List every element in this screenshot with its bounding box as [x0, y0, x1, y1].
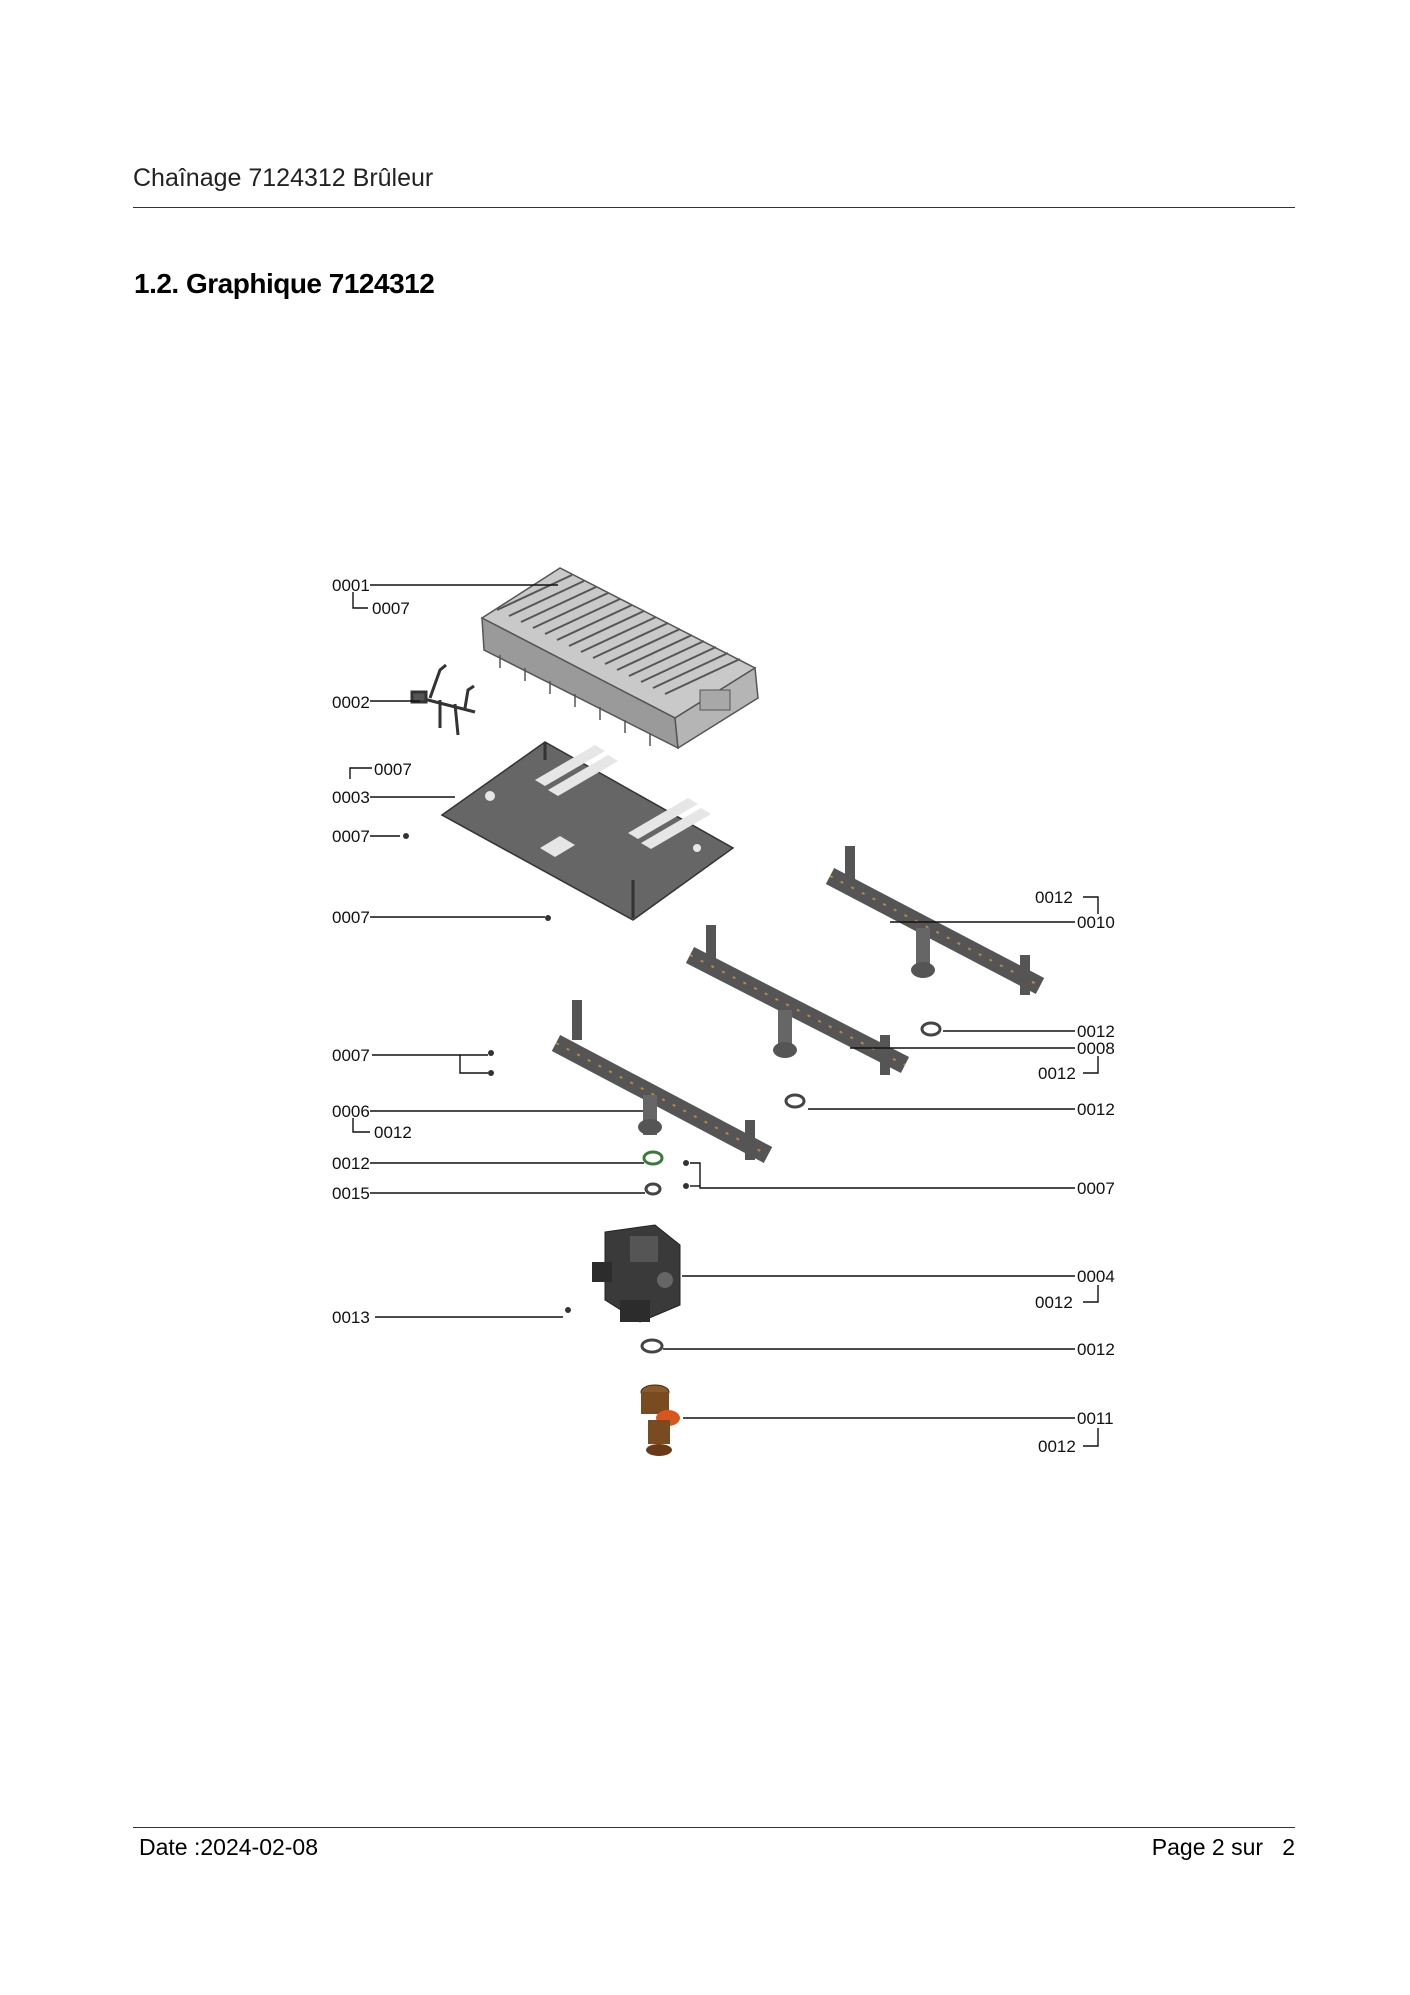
footer-divider	[133, 1827, 1295, 1828]
part-label: 0010	[1077, 913, 1115, 932]
base-plate-part	[442, 742, 733, 920]
part-label: 0012	[1077, 1340, 1115, 1359]
part-label: 0006	[332, 1102, 370, 1121]
part-label: 0007	[332, 827, 370, 846]
part-label: 0012	[374, 1123, 412, 1142]
part-label: 0007	[372, 599, 410, 618]
part-label: 0012	[1077, 1022, 1115, 1041]
burner-block-part	[482, 568, 758, 748]
part-label: 0002	[332, 693, 370, 712]
manifold-rail-0006	[556, 1000, 768, 1160]
footer-date: Date :2024-02-08	[139, 1834, 319, 1860]
part-label: 0007	[1077, 1179, 1115, 1198]
part-label: 0012	[1035, 888, 1073, 907]
page-prefix: Page 2 sur	[1151, 1834, 1264, 1860]
footer-page-number	[1152, 1834, 1295, 1861]
part-label: 0012	[1077, 1100, 1115, 1119]
part-label: 0012	[332, 1154, 370, 1173]
manifold-rail-0010	[830, 846, 1040, 995]
part-label: 0007	[374, 760, 412, 779]
part-label: 0008	[1077, 1039, 1115, 1058]
part-label: 0012	[1038, 1437, 1076, 1456]
part-label: 0013	[332, 1308, 370, 1327]
part-label: 0012	[1035, 1293, 1073, 1312]
part-label: 0015	[332, 1184, 370, 1203]
part-label: 0004	[1077, 1267, 1115, 1286]
gas-connector-part	[641, 1385, 680, 1456]
page-header-title: Chaînage 7124312 Brûleur	[133, 164, 434, 192]
part-label: 0003	[332, 788, 370, 807]
gas-valve-part	[592, 1225, 680, 1322]
part-label: 0007	[332, 908, 370, 927]
page-total: 2	[1282, 1834, 1295, 1860]
manifold-rail-0008	[690, 925, 905, 1075]
electrode-part	[412, 665, 475, 735]
part-label: 0007	[332, 1046, 370, 1065]
section-heading: 1.2. Graphique 7124312	[134, 268, 435, 299]
part-label: 0012	[1038, 1064, 1076, 1083]
part-label: 0001	[332, 576, 370, 595]
part-label: 0011	[1077, 1409, 1114, 1428]
